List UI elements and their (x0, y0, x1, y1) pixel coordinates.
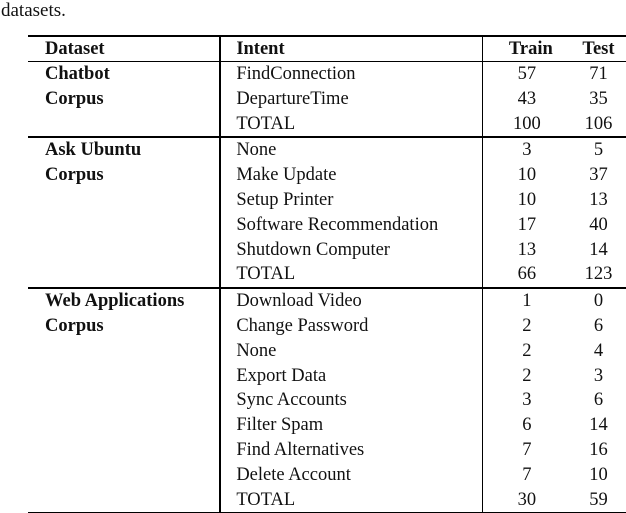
header-train: Train (508, 39, 553, 59)
section-chatbot-corpus (28, 62, 626, 138)
dataset-empty-cell (28, 262, 220, 288)
test-cell: 3 (593, 365, 604, 386)
dataset-empty-cell (28, 238, 220, 263)
test-cell: 35 (589, 88, 608, 109)
test-cell: 5 (593, 140, 604, 161)
dataset-empty-cell (28, 112, 220, 138)
intent-cell: Shutdown Computer (220, 238, 482, 263)
test-cell: 14 (589, 415, 608, 436)
table-row-total (28, 112, 626, 138)
intent-cell: Delete Account (220, 463, 482, 488)
test-cell: 59 (589, 489, 608, 510)
test-cell: 16 (589, 439, 608, 460)
intent-cell: Find Alternatives (220, 438, 482, 463)
dataset-name-line2: Corpus (28, 314, 220, 339)
table-row (28, 413, 626, 438)
intent-cell: Make Update (220, 163, 482, 188)
train-cell: 2 (522, 315, 532, 336)
test-cell: 37 (589, 165, 608, 186)
train-cell: 66 (517, 264, 537, 285)
intent-cell: DepartureTime (220, 87, 482, 112)
table-row (28, 62, 626, 87)
train-cell: 2 (522, 365, 532, 386)
table-row (28, 364, 626, 389)
table-row (28, 288, 626, 314)
test-cell: 14 (589, 239, 608, 260)
intent-cell: None (220, 339, 482, 364)
test-cell: 4 (593, 340, 604, 361)
dataset-name-line2: Corpus (28, 163, 220, 188)
table-row (28, 238, 626, 263)
intent-cell: FindConnection (220, 62, 482, 87)
train-cell: 57 (517, 64, 537, 84)
intent-cell: Export Data (220, 364, 482, 389)
train-cell: 6 (522, 415, 532, 436)
train-cell: 2 (522, 340, 532, 361)
caption-text: datasets. (1, 0, 66, 21)
test-cell: 106 (584, 113, 613, 134)
section-ask-ubuntu-corpus (28, 137, 626, 288)
table-row (28, 137, 626, 163)
table-row (28, 388, 626, 413)
train-cell: 7 (522, 464, 532, 485)
train-cell: 1 (522, 291, 532, 312)
dataset-empty-cell (28, 364, 220, 389)
intent-cell: Setup Printer (220, 188, 482, 213)
train-cell: 3 (522, 140, 532, 161)
table-row-total (28, 488, 626, 513)
intent-cell: TOTAL (220, 112, 482, 138)
table-row (28, 188, 626, 213)
header-intent: Intent (220, 36, 482, 62)
table-row (28, 87, 626, 112)
dataset-intent-table (28, 35, 626, 513)
test-cell: 13 (589, 189, 608, 210)
dataset-name-line1: Web Applications (28, 288, 220, 314)
dataset-empty-cell (28, 388, 220, 413)
test-cell: 71 (589, 64, 608, 84)
table-row (28, 438, 626, 463)
train-cell: 13 (517, 239, 537, 260)
dataset-name-line2: Corpus (28, 87, 220, 112)
intent-cell: Download Video (220, 288, 482, 314)
intent-cell: Software Recommendation (220, 213, 482, 238)
train-cell: 17 (517, 214, 537, 235)
intent-cell: TOTAL (220, 262, 482, 288)
intent-cell: Change Password (220, 314, 482, 339)
train-cell: 3 (522, 390, 532, 411)
train-cell: 10 (517, 189, 537, 210)
table-row (28, 314, 626, 339)
table-row (28, 339, 626, 364)
table-row-total (28, 262, 626, 288)
train-cell: 100 (512, 113, 541, 134)
test-cell: 0 (593, 291, 604, 312)
header-test: Test (582, 39, 615, 59)
dataset-empty-cell (28, 339, 220, 364)
table-row (28, 463, 626, 488)
test-cell: 10 (589, 464, 608, 485)
dataset-empty-cell (28, 488, 220, 513)
test-cell: 6 (593, 390, 604, 411)
intent-cell: Sync Accounts (220, 388, 482, 413)
test-cell: 6 (593, 315, 604, 336)
dataset-name-line1: Chatbot (28, 62, 220, 87)
train-cell: 30 (517, 489, 537, 510)
table-row (28, 163, 626, 188)
table-row (28, 213, 626, 238)
test-cell: 40 (589, 214, 608, 235)
dataset-name-line1: Ask Ubuntu (28, 137, 220, 163)
test-cell: 123 (584, 264, 613, 285)
dataset-empty-cell (28, 463, 220, 488)
train-cell: 10 (517, 165, 537, 186)
train-cell: 7 (522, 439, 532, 460)
header-dataset: Dataset (28, 36, 220, 62)
dataset-empty-cell (28, 438, 220, 463)
table-header-row (28, 36, 626, 62)
dataset-table-container (28, 35, 626, 513)
train-cell: 43 (517, 88, 537, 109)
intent-cell: None (220, 137, 482, 163)
dataset-empty-cell (28, 188, 220, 213)
section-web-applications-corpus (28, 288, 626, 513)
intent-cell: Filter Spam (220, 413, 482, 438)
dataset-empty-cell (28, 413, 220, 438)
intent-cell: TOTAL (220, 488, 482, 513)
dataset-empty-cell (28, 213, 220, 238)
